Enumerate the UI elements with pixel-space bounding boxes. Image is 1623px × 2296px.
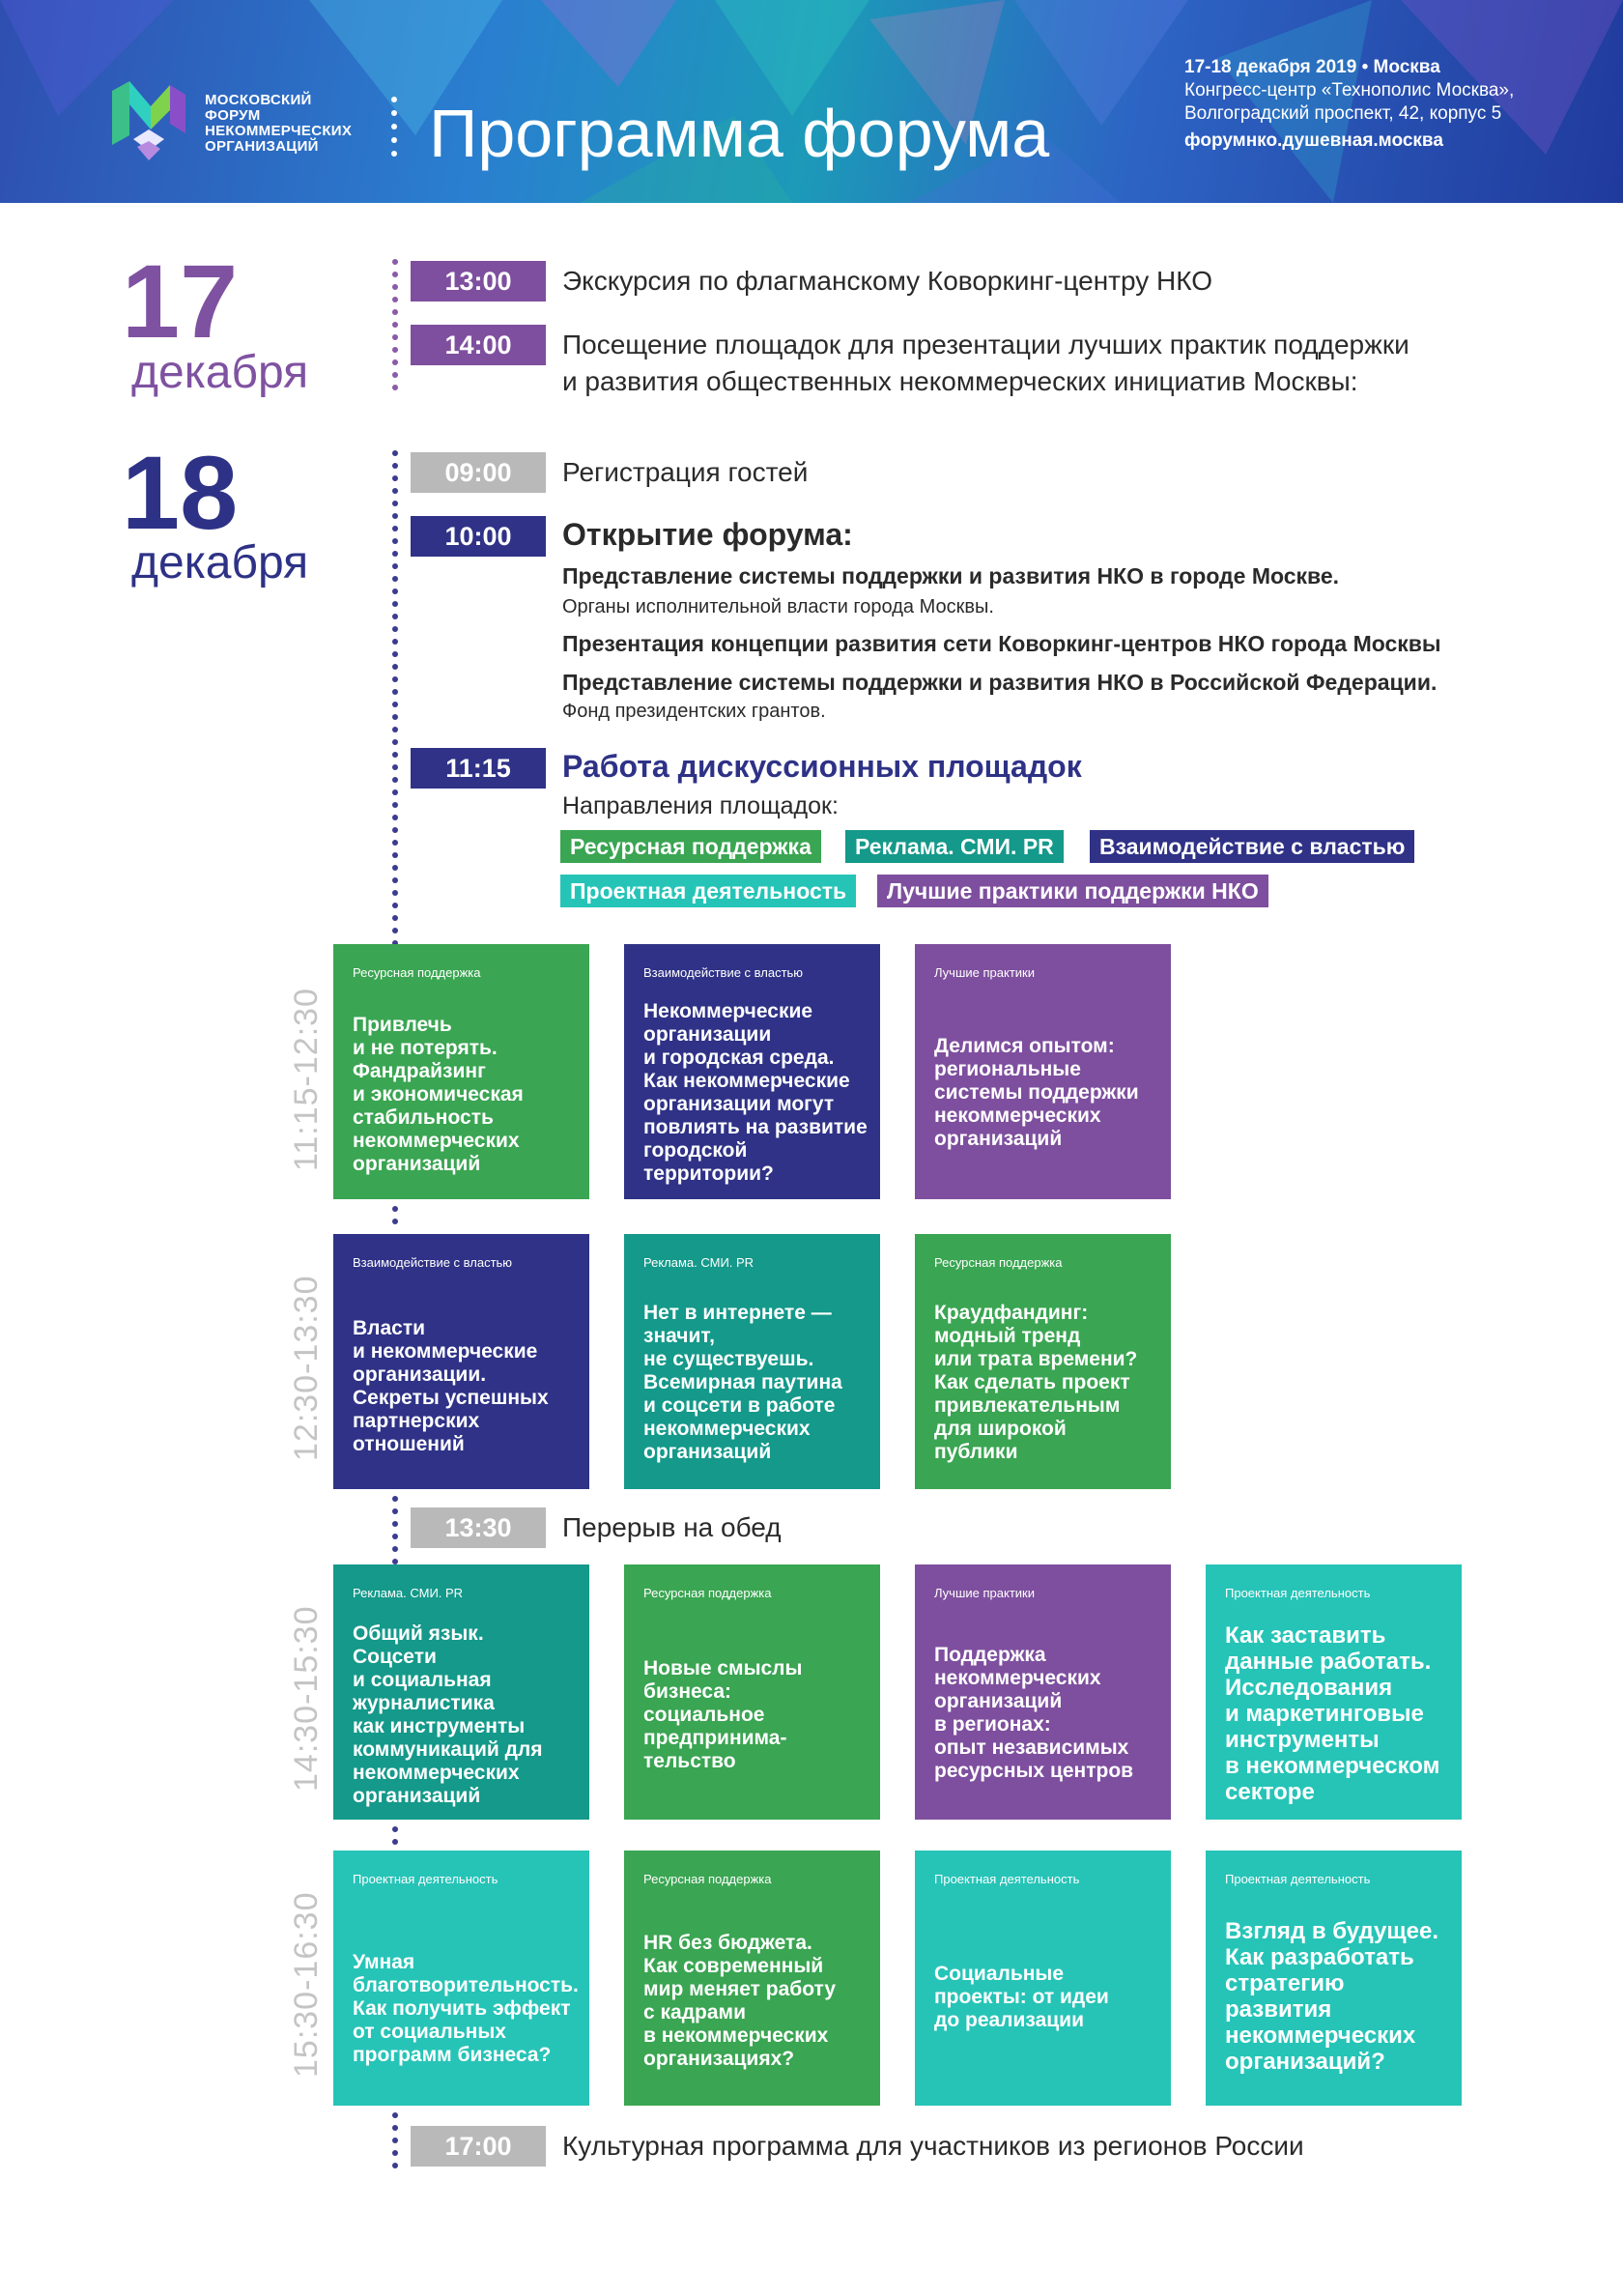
session-track: Реклама. СМИ. PR xyxy=(353,1586,464,1600)
day-17-month: декабря xyxy=(131,347,309,398)
event-venue-line1: Конгресс-центр «Технополис Москва», xyxy=(1184,80,1515,100)
agenda-item-text: Посещение площадок для презентации лучших практик поддержки xyxy=(562,330,1409,359)
day-17-timeline xyxy=(392,259,398,397)
logo-text xyxy=(205,93,352,155)
logo-line: ОРГАНИЗАЦИЙ xyxy=(205,138,319,155)
track-chip-pr: Реклама. СМИ. PR xyxy=(845,830,1064,863)
slot-time-label: 11:15-12:30 xyxy=(288,988,325,1171)
track-chip-projects: Проектная деятельность xyxy=(560,875,856,907)
session-title: HR без бюджета. Как современный мир меняет работу с кадрами в некоммерческих организациях? xyxy=(643,1932,837,2070)
timeline-connector xyxy=(392,1206,398,1231)
session-card[interactable] xyxy=(333,944,589,1199)
agenda-item-text: Перерыв на обед xyxy=(562,1512,782,1542)
opening-point-note: Органы исполнительной власти города Москвы. xyxy=(562,596,994,617)
event-info xyxy=(1184,56,1514,153)
discussion-title: Работа дискуссионных площадок xyxy=(562,749,1082,784)
forum-logo-icon xyxy=(108,77,189,162)
session-title: Некоммерческие организации и городская среда. Как некоммерческие организации могут повлиять на развитие городской территории? xyxy=(643,1000,868,1185)
session-card[interactable] xyxy=(624,944,880,1199)
track-chip-best-practices: Лучшие практики поддержки НКО xyxy=(877,875,1268,907)
session-track: Ресурсная поддержка xyxy=(353,965,481,980)
session-title: Как заставить данные работать. Исследования и маркетинговые инструменты в некоммерческом секторе xyxy=(1225,1622,1440,1805)
track-chip-resource: Ресурсная поддержка xyxy=(560,830,821,863)
session-card[interactable] xyxy=(1206,1851,1462,2106)
time-badge: 10:00 xyxy=(411,516,546,557)
session-track: Проектная деятельность xyxy=(1225,1872,1371,1886)
session-title: Власти и некоммерческие организации. Секреты успешных партнерских отношений xyxy=(353,1317,549,1455)
session-track: Проектная деятельность xyxy=(353,1872,498,1886)
session-track: Ресурсная поддержка xyxy=(934,1255,1063,1270)
session-card[interactable] xyxy=(333,1564,589,1820)
session-title: Делимся опытом: региональные системы поддержки некоммерческих организаций xyxy=(934,1035,1139,1150)
session-card[interactable] xyxy=(333,1234,589,1489)
session-card[interactable] xyxy=(333,1851,589,2106)
session-track: Ресурсная поддержка xyxy=(643,1586,772,1600)
time-badge: 17:00 xyxy=(411,2126,546,2167)
session-title: Привлечь и не потерять. Фандрайзинг и экономическая стабильность некоммерческих организаций xyxy=(353,1014,524,1175)
session-track: Взаимодействие с властью xyxy=(643,965,804,980)
session-title: Взгляд в будущее. Как разработать стратегию развития некоммерческих организаций? xyxy=(1225,1918,1438,2075)
logo-line: НЕКОММЕРЧЕСКИХ xyxy=(205,123,353,139)
header-banner xyxy=(0,0,1623,203)
agenda-item-text: Экскурсия по флагманскому Коворкинг-центру НКО xyxy=(562,266,1213,296)
session-title: Новые смыслы бизнеса: социальное предпринима- тельство xyxy=(643,1657,803,1772)
session-track: Проектная деятельность xyxy=(934,1872,1080,1886)
page-title: Программа форума xyxy=(429,96,1050,171)
session-title: Поддержка некоммерческих организаций в регионах: опыт независимых ресурсных центров xyxy=(934,1644,1134,1782)
header-divider-dots xyxy=(391,97,397,158)
session-card[interactable] xyxy=(915,944,1171,1199)
session-track: Проектная деятельность xyxy=(1225,1586,1371,1600)
time-badge: 13:30 xyxy=(411,1507,546,1548)
session-title: Нет в интернете — значит, не существуешь. Всемирная паутина и соцсети в работе некоммерческих организаций xyxy=(643,1302,842,1463)
day-17-number: 17 xyxy=(122,243,239,359)
session-card[interactable] xyxy=(624,1234,880,1489)
session-title: Умная благотворительность. Как получить эффект от социальных программ бизнеса? xyxy=(353,1951,579,2066)
agenda-item-text: Культурная программа для участников из регионов России xyxy=(562,2131,1304,2161)
opening-point: Представление системы поддержки и развития НКО в Российской Федерации. xyxy=(562,670,1438,695)
track-chip-government: Взаимодействие с властью xyxy=(1090,830,1414,863)
timeline-connector xyxy=(392,1826,398,1851)
slot-time-label: 12:30-13:30 xyxy=(288,1275,325,1461)
session-track: Реклама. СМИ. PR xyxy=(643,1255,755,1270)
day-18-number: 18 xyxy=(122,434,239,551)
session-track: Ресурсная поддержка xyxy=(643,1872,772,1886)
session-card[interactable] xyxy=(915,1851,1171,2106)
session-title: Социальные проекты: от идеи до реализации xyxy=(934,1963,1109,2031)
time-badge: 11:15 xyxy=(411,748,546,789)
event-website-link[interactable]: форумнко.душевная.москва xyxy=(1184,130,1443,151)
session-title: Общий язык. Соцсети и социальная журналистика как инструменты коммуникаций для некоммерческих организаций xyxy=(353,1622,543,1807)
time-badge: 14:00 xyxy=(411,325,546,365)
opening-title: Открытие форума: xyxy=(562,517,853,552)
slot-time-label: 14:30-15:30 xyxy=(288,1605,325,1792)
session-card[interactable] xyxy=(624,1851,880,2106)
day-18-month: декабря xyxy=(131,537,309,588)
time-badge: 13:00 xyxy=(411,261,546,301)
logo-line: ФОРУМ xyxy=(205,107,261,124)
timeline-connector xyxy=(392,1496,398,1571)
session-card[interactable] xyxy=(1206,1564,1462,1820)
session-card[interactable] xyxy=(915,1234,1171,1489)
agenda-item-text: и развития общественных некоммерческих инициатив Москвы: xyxy=(562,366,1358,396)
session-title: Краудфандинг: модный тренд или трата времени? Как сделать проект привлекательным для широкой публики xyxy=(934,1302,1138,1463)
session-track: Взаимодействие с властью xyxy=(353,1255,513,1270)
timeline-connector xyxy=(392,2112,398,2175)
time-badge: 09:00 xyxy=(411,452,546,493)
agenda-item-text: Регистрация гостей xyxy=(562,457,809,487)
event-venue-line2: Волгоградский проспект, 42, корпус 5 xyxy=(1184,103,1502,124)
session-card[interactable] xyxy=(915,1564,1171,1820)
discussion-subtitle: Направления площадок: xyxy=(562,792,839,819)
session-track: Лучшие практики xyxy=(934,1586,1035,1600)
logo-line: МОСКОВСКИЙ xyxy=(205,92,312,108)
event-date: 17-18 декабря 2019 • Москва xyxy=(1184,57,1440,77)
session-track: Лучшие практики xyxy=(934,965,1035,980)
slot-time-label: 15:30-16:30 xyxy=(288,1891,325,2078)
opening-point: Представление системы поддержки и развития НКО в городе Москве. xyxy=(562,563,1340,588)
opening-point: Презентация концепции развития сети Коворкинг-центров НКО города Москвы xyxy=(562,631,1441,656)
opening-point-note: Фонд президентских грантов. xyxy=(562,701,826,722)
session-card[interactable] xyxy=(624,1564,880,1820)
